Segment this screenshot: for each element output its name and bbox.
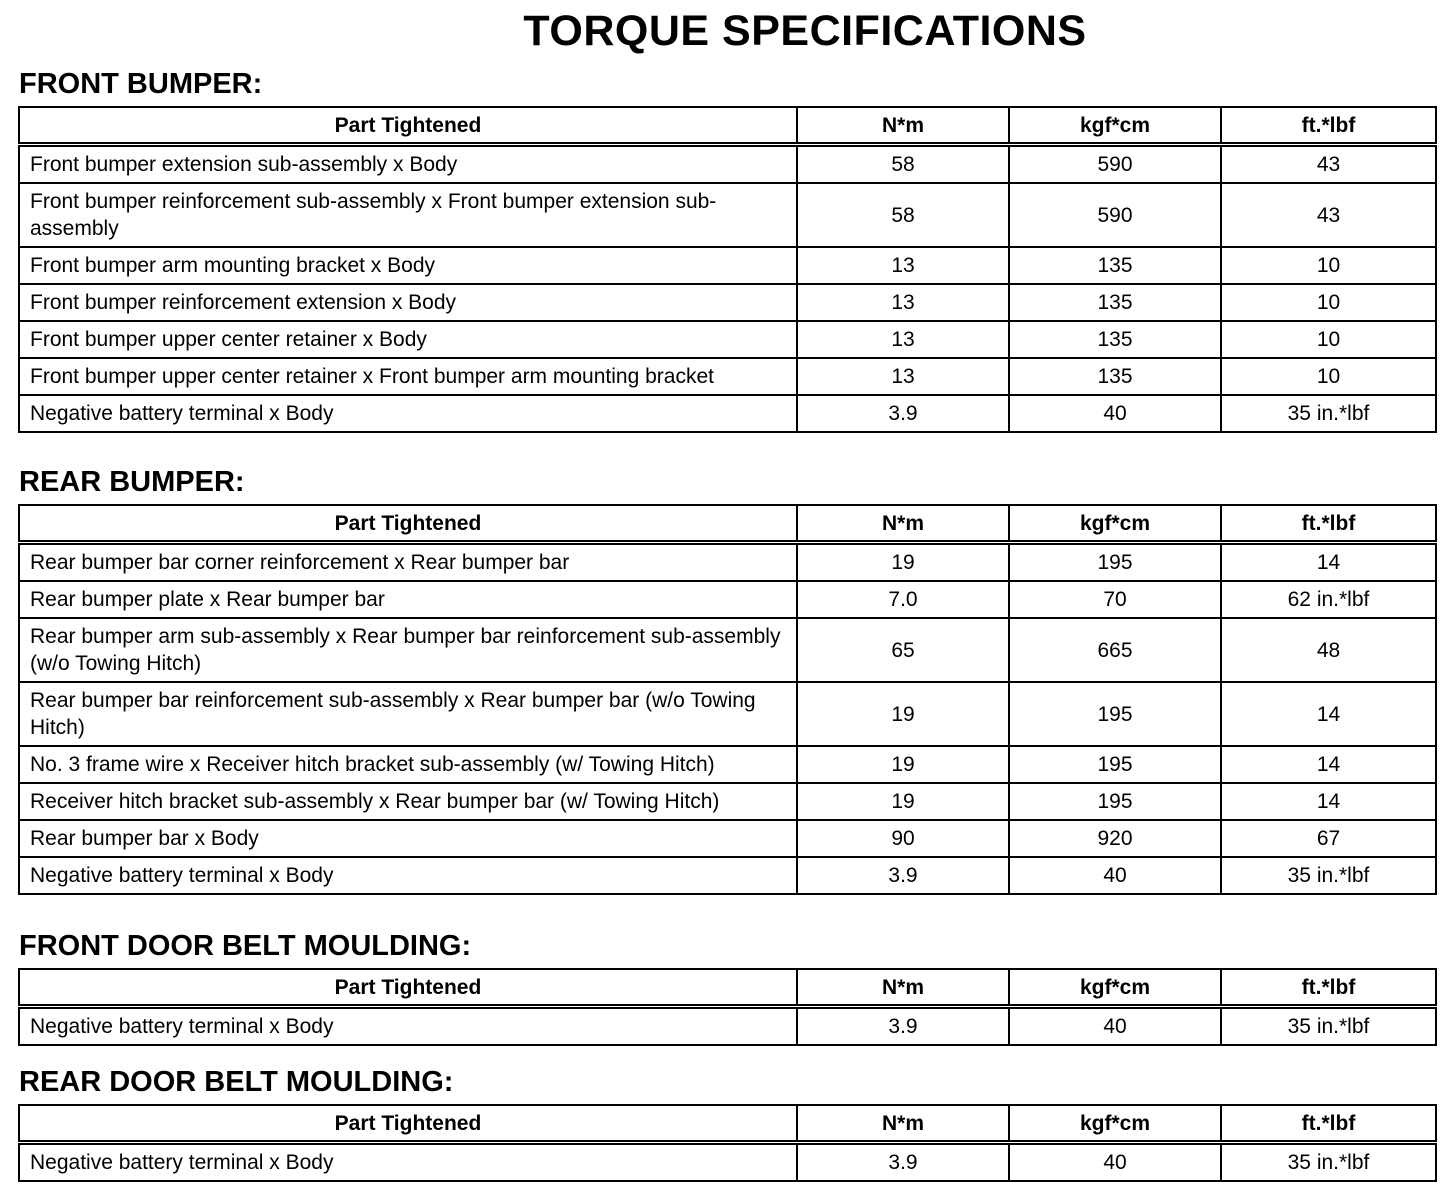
ft-cell: 14 (1221, 746, 1436, 783)
header-part-tightened: Part Tightened (19, 969, 797, 1007)
table-header-row (19, 505, 1436, 543)
kgf-cell: 590 (1009, 183, 1221, 247)
ft-cell: 62 in.*lbf (1221, 581, 1436, 618)
header-part-tightened: Part Tightened (19, 1105, 797, 1143)
ft-cell: 10 (1221, 247, 1436, 284)
front-door-belt-moulding-table (18, 968, 1437, 1046)
ft-cell: 35 in.*lbf (1221, 395, 1436, 432)
nm-cell: 58 (797, 145, 1009, 184)
ft-cell: 14 (1221, 682, 1436, 746)
nm-cell: 19 (797, 543, 1009, 582)
header-kgf-cm: kgf*cm (1009, 1105, 1221, 1143)
nm-cell: 58 (797, 183, 1009, 247)
table-header-row (19, 1105, 1436, 1143)
kgf-cell: 195 (1009, 746, 1221, 783)
part-cell: No. 3 frame wire x Receiver hitch bracket sub-assembly (w/ Towing Hitch) (19, 746, 797, 783)
kgf-cell: 665 (1009, 618, 1221, 682)
table-row (19, 395, 1436, 432)
header-ft-lbf: ft.*lbf (1221, 969, 1436, 1007)
ft-cell: 43 (1221, 183, 1436, 247)
kgf-cell: 195 (1009, 543, 1221, 582)
ft-cell: 14 (1221, 783, 1436, 820)
nm-cell: 7.0 (797, 581, 1009, 618)
section-heading-front-door-belt-moulding: FRONT DOOR BELT MOULDING: (19, 930, 472, 962)
part-cell: Negative battery terminal x Body (19, 857, 797, 894)
document-title: TORQUE SPECIFICATIONS (523, 7, 1087, 55)
header-nm: N*m (797, 1105, 1009, 1143)
table-header-row (19, 107, 1436, 145)
table-row (19, 746, 1436, 783)
section-heading-rear-bumper: REAR BUMPER: (19, 466, 245, 498)
header-kgf-cm: kgf*cm (1009, 107, 1221, 145)
header-nm: N*m (797, 969, 1009, 1007)
part-cell: Front bumper extension sub-assembly x Body (19, 145, 797, 184)
part-cell: Negative battery terminal x Body (19, 1143, 797, 1182)
section-heading-rear-door-belt-moulding: REAR DOOR BELT MOULDING: (19, 1066, 454, 1098)
header-ft-lbf: ft.*lbf (1221, 505, 1436, 543)
kgf-cell: 135 (1009, 284, 1221, 321)
part-cell: Rear bumper arm sub-assembly x Rear bumper bar reinforcement sub-assembly (w/o Towing Hitch) (19, 618, 797, 682)
part-cell: Front bumper arm mounting bracket x Body (19, 247, 797, 284)
table-row (19, 581, 1436, 618)
part-cell: Rear bumper bar x Body (19, 820, 797, 857)
part-cell: Front bumper upper center retainer x Front bumper arm mounting bracket (19, 358, 797, 395)
nm-cell: 13 (797, 284, 1009, 321)
nm-cell: 13 (797, 358, 1009, 395)
table-row (19, 820, 1436, 857)
header-nm: N*m (797, 505, 1009, 543)
table-row (19, 783, 1436, 820)
kgf-cell: 135 (1009, 247, 1221, 284)
table-row (19, 543, 1436, 582)
kgf-cell: 40 (1009, 395, 1221, 432)
part-cell: Rear bumper bar reinforcement sub-assembly x Rear bumper bar (w/o Towing Hitch) (19, 682, 797, 746)
kgf-cell: 40 (1009, 1143, 1221, 1182)
part-cell: Negative battery terminal x Body (19, 395, 797, 432)
ft-cell: 67 (1221, 820, 1436, 857)
kgf-cell: 135 (1009, 321, 1221, 358)
table-row (19, 682, 1436, 746)
table-row (19, 183, 1436, 247)
rear-door-belt-moulding-table (18, 1104, 1437, 1182)
nm-cell: 19 (797, 682, 1009, 746)
table-row (19, 284, 1436, 321)
header-kgf-cm: kgf*cm (1009, 969, 1221, 1007)
ft-cell: 35 in.*lbf (1221, 857, 1436, 894)
header-part-tightened: Part Tightened (19, 505, 797, 543)
nm-cell: 3.9 (797, 1143, 1009, 1182)
header-kgf-cm: kgf*cm (1009, 505, 1221, 543)
ft-cell: 10 (1221, 284, 1436, 321)
nm-cell: 3.9 (797, 395, 1009, 432)
ft-cell: 35 in.*lbf (1221, 1143, 1436, 1182)
kgf-cell: 195 (1009, 783, 1221, 820)
table-row (19, 321, 1436, 358)
part-cell: Rear bumper bar corner reinforcement x Rear bumper bar (19, 543, 797, 582)
ft-cell: 43 (1221, 145, 1436, 184)
nm-cell: 3.9 (797, 857, 1009, 894)
table-row (19, 857, 1436, 894)
part-cell: Front bumper reinforcement sub-assembly x Front bumper extension sub-assembly (19, 183, 797, 247)
section-heading-front-bumper: FRONT BUMPER: (19, 68, 263, 100)
nm-cell: 65 (797, 618, 1009, 682)
nm-cell: 13 (797, 321, 1009, 358)
table-row (19, 145, 1436, 184)
table-row (19, 358, 1436, 395)
ft-cell: 10 (1221, 358, 1436, 395)
rear-bumper-table (18, 504, 1437, 895)
nm-cell: 19 (797, 746, 1009, 783)
part-cell: Receiver hitch bracket sub-assembly x Rear bumper bar (w/ Towing Hitch) (19, 783, 797, 820)
ft-cell: 35 in.*lbf (1221, 1007, 1436, 1046)
kgf-cell: 920 (1009, 820, 1221, 857)
table-row (19, 618, 1436, 682)
part-cell: Front bumper reinforcement extension x Body (19, 284, 797, 321)
table-row (19, 1007, 1436, 1046)
header-ft-lbf: ft.*lbf (1221, 107, 1436, 145)
ft-cell: 48 (1221, 618, 1436, 682)
nm-cell: 19 (797, 783, 1009, 820)
part-cell: Front bumper upper center retainer x Body (19, 321, 797, 358)
kgf-cell: 135 (1009, 358, 1221, 395)
front-bumper-table (18, 106, 1437, 433)
header-part-tightened: Part Tightened (19, 107, 797, 145)
part-cell: Rear bumper plate x Rear bumper bar (19, 581, 797, 618)
kgf-cell: 195 (1009, 682, 1221, 746)
ft-cell: 10 (1221, 321, 1436, 358)
table-row (19, 1143, 1436, 1182)
header-nm: N*m (797, 107, 1009, 145)
kgf-cell: 70 (1009, 581, 1221, 618)
kgf-cell: 40 (1009, 857, 1221, 894)
nm-cell: 3.9 (797, 1007, 1009, 1046)
kgf-cell: 40 (1009, 1007, 1221, 1046)
nm-cell: 13 (797, 247, 1009, 284)
nm-cell: 90 (797, 820, 1009, 857)
kgf-cell: 590 (1009, 145, 1221, 184)
table-row (19, 247, 1436, 284)
header-ft-lbf: ft.*lbf (1221, 1105, 1436, 1143)
ft-cell: 14 (1221, 543, 1436, 582)
table-header-row (19, 969, 1436, 1007)
part-cell: Negative battery terminal x Body (19, 1007, 797, 1046)
